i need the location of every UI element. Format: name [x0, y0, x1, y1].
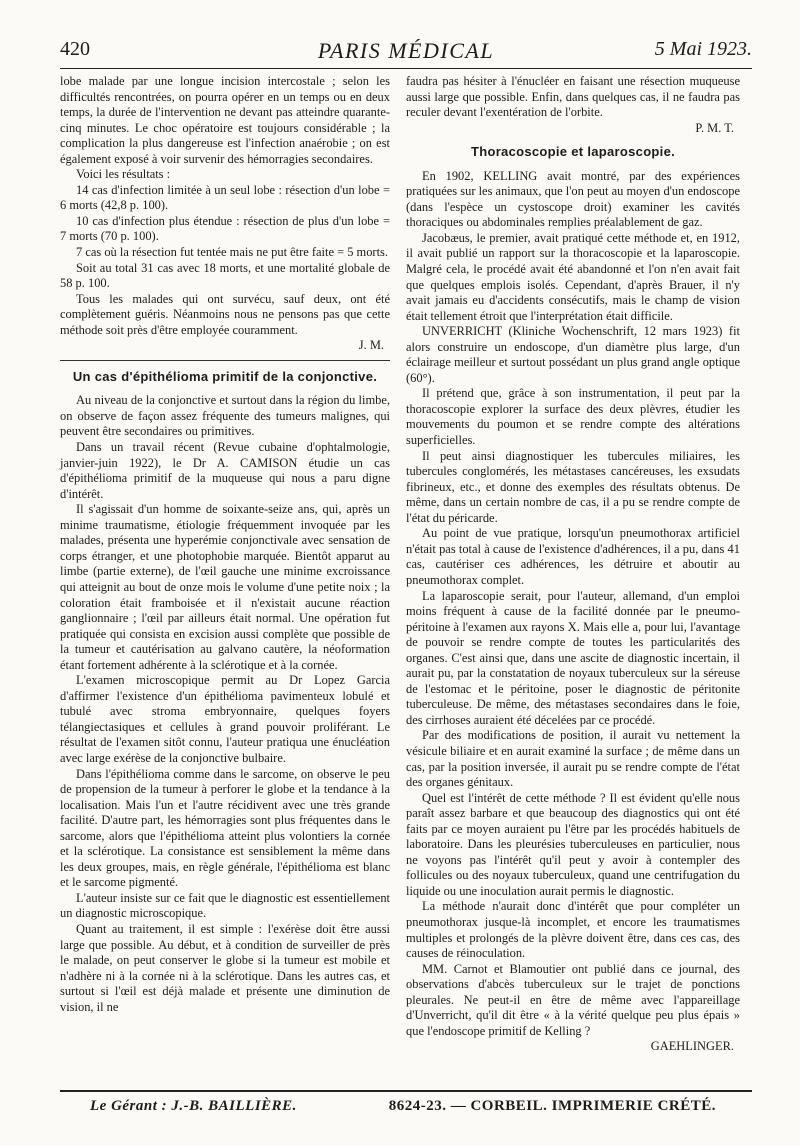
issue-date: 5 Mai 1923.: [654, 38, 752, 60]
author-signature: P. M. T.: [695, 120, 734, 135]
paragraph: Voici les résultats :: [76, 167, 171, 182]
paragraph: Tous les malades qui ont survécu, sauf deux, ont été complètement guéris. Néanmoins nous ne pensons pas que cette méthode soit près d'être employée couramment.: [60, 291, 390, 337]
paragraph: Dans un travail récent (Revue cubaine d'ophtalmologie, janvier-juin 1922), le Dr A. CAMISON étudie un cas d'épithélioma primitif de la muqueuse qui nous a paru digne d'intérêt.: [60, 440, 390, 501]
paragraph: 7 cas où la résection fut tentée mais ne put être faite = 5 morts.: [76, 245, 388, 260]
paragraph: 14 cas d'infection limitée à un seul lobe : résection d'un lobe = 6 morts (42,8 p. 100).: [60, 182, 390, 213]
paragraph: Il s'agissait d'un homme de soixante-seize ans, qui, après un minime traumatisme, étiologie fréquemment invoquée par les malades, présenta une hyperémie conjonctivale avec sensation de corps étranger, et une photophobie marquée. Bientôt apparut au limbe (partie externe), de l'œil gauche une minime excroissance qui atteignit au bout de onze mois le volume d'une petite noix ; la coloration était framboisée et il n'existait aucune réaction ganglionnaire ; l'œil par ailleurs était normal. Une opération fut pratiquée qui consista en excision aussi complète que possible de la tumeur et cautérisation au galvano cautère, la néoformation étant fortement adhérente à la sclérotique et à la cornée.: [60, 502, 390, 672]
header-rule: [60, 68, 752, 69]
paragraph: Quant au traitement, il est simple : l'exérèse doit être aussi large que possible. Au début, et à condition de surveiller de près le malade, on peut conserver le globe si la tumeur est mobile et n'adhère ni à la cornée ni à la sclérotique. Dans les autres cas, et surtout si l'œil est déjà malade et présente une diminution de vision, il ne: [60, 921, 390, 1014]
paragraph: L'examen microscopique permit au Dr Lopez Garcia d'affirmer l'existence d'un épithélioma pavimenteux lobulé et tubulé avec stroma embryonnaire, quelques foyers télangiectasiques et cellules à grand pouvoir proliférant. Le résultat de l'examen sitôt connu, l'auteur pratiqua une énucléation avec large exérèse de la conjonctive bulbaire.: [60, 673, 390, 765]
paragraph: Au point de vue pratique, lorsqu'un pneumothorax artificiel n'était pas total à cause de l'existence d'adhérences, il a pu, dans 41 cas, cautériser ces adhérences, les détruire et aboutir au pneumothorax complet.: [406, 526, 740, 587]
paragraph: Il prétend que, grâce à son instrumentation, il peut par la thoracoscopie explorer la surface des deux plèvres, étudier les mouvements du poumon et se rendre compte des altérations superficielles.: [406, 386, 740, 448]
paragraph: Quel est l'intérêt de cette méthode ? Il est évident qu'elle nous paraît assez barbare et que beaucoup des diagnostics qui ont été faits par ce moyen auraient pu l'être par les procédés habituels de laboratoire. Dans les pleurésies tuberculeuses en particulier, nous ne voyons pas l'intérêt qu'il peut y avoir à contempler des follicules ou des noyaux tuberculeux, quand une centrifugation du liquide ou une inoculation aurait permis le diagnostic.: [406, 790, 740, 898]
page-header: [60, 38, 752, 68]
paragraph: lobe malade par une longue incision intercostale ; selon les difficultés rencontrées, on pourra opérer en un temps ou en deux temps, la durée de l'intervention ne devant pas atteindre quarante-cinq minutes. Le choc opératoire est toujours considérable ; la complication la plus dangereuse est l'infection anaérobie ; on est également exposé à voir survenir des hémorragies secondaires.: [60, 74, 390, 166]
page-number: 420: [60, 38, 90, 60]
paragraph: 10 cas d'infection plus étendue : résection de plus d'un lobe = 7 morts (70 p. 100).: [60, 213, 390, 244]
footer-rule: [60, 1090, 752, 1092]
page-footer: [90, 1098, 740, 1122]
paragraph: L'auteur insiste sur ce fait que le diagnostic est essentiellement un diagnostic microscopique.: [60, 890, 390, 921]
paragraph: En 1902, KELLING avait montré, par des expériences pratiquées sur les animaux, que l'on peut au moyen d'un endoscope (dans l'espèce un cystoscope droit) examiner les cavités thoraciques ou abdominales remplies préalablement de gaz.: [406, 168, 740, 230]
author-signature: GAEHLINGER.: [650, 1039, 734, 1054]
paragraph: UNVERRICHT (Kliniche Wochenschrift, 12 mars 1923) fit alors construire un endoscope, d'un diamètre plus large, d'un éclairage meilleur et surtout possédant un plus grand angle optique (60°).: [406, 324, 740, 385]
paragraph: Il peut ainsi diagnostiquer les tubercules miliaires, les tubercules conglomérés, les métastases cancéreuses, les exsudats fibrineux, etc., et donne des exemples des résultats obtenus. De même, dans un certain nombre de cas, il a pu se rendre compte de l'état du péricarde.: [406, 448, 740, 525]
paragraph: Soit au total 31 cas avec 18 morts, et une mortalité globale de 58 p. 100.: [60, 260, 390, 291]
printer-imprint: 8624-23. — CORBEIL. IMPRIMERIE CRÉTÉ.: [388, 1098, 716, 1114]
paragraph: Dans l'épithélioma comme dans le sarcome, on observe le peu de propension de la tumeur à perforer le globe et la tendance à la localisation. Mais l'un et l'autre récidivent avec une très grande facilité. D'autre part, les hémorragies sont plus fréquentes dans le sarcome, alors que l'épithélioma atteint plus volontiers la cornée et la sclérotique. La consistance est sensiblement la même dans les deux groupes, mais, en règle générale, l'épithélioma est blanc et le sarcome pigmenté.: [60, 766, 390, 890]
paragraph: MM. Carnot et Blamoutier ont publié dans ce journal, des observations d'abcès tuberculeux sur le trajet de ponctions pleurales. Ne peut-il en être de même avec l'appareillage d'Unverricht, qu'il dit être « à la vérité quelque peu plus épais » que l'endoscope primitif de Kelling ?: [406, 961, 740, 1038]
section-divider: [60, 360, 390, 361]
paragraph: Par des modifications de position, il aurait vu nettement la vésicule biliaire et en aurait examiné la surface ; de même dans un cas, par la position inversée, il aurait pu se rendre compte de l'état des organes génitaux.: [406, 728, 740, 790]
paragraph: Au niveau de la conjonctive et surtout dans la région du limbe, on observe de façon assez fréquente des tumeurs malignes, qui peuvent être secondaires ou primitives.: [60, 393, 390, 439]
gerant-line: Le Gérant : J.-B. BAILLIÈRE.: [90, 1098, 297, 1114]
paragraph: Jacobæus, le premier, avait pratiqué cette méthode et, en 1912, il avait publié un rapport sur la thoracoscopie et la laparoscopie. Malgré cela, le procédé avait été abandonné et l'on n'en avait fait que quelques emplois isolés. Cependant, d'après Brauer, il n'y avait jamais eu d'accidents consécutifs, mais le champ de vision était tellement étroit que l'interprétation était difficile.: [406, 230, 740, 323]
paragraph: La méthode n'aurait donc d'intérêt que pour compléter un pneumothorax jusque-là incomplet, et encore les traumatismes multiples et prolongés de la plèvre doivent être, dans ces cas, des causes de réinoculation.: [406, 899, 740, 961]
right-column: [406, 74, 740, 1055]
article-title: Thoracoscopie et laparoscopie.: [470, 144, 676, 160]
author-signature: J. M.: [358, 338, 384, 353]
paragraph: faudra pas hésiter à l'énucléer en faisant une résection muqueuse aussi large que possible. Enfin, dans quelques cas, il ne faudra pas reculer devant l'exentération de l'orbite.: [406, 74, 740, 120]
article-title: Un cas d'épithélioma primitif de la conjonctive.: [72, 368, 378, 384]
left-column: [60, 74, 390, 1015]
paragraph: La laparoscopie serait, pour l'auteur, allemand, d'un emploi moins fréquent à cause de la facilité donnée par le pneumo-péritoine à l'examen aux rayons X. Mais elle a, pour lui, l'avantage de pouvoir se rendre compte de toutes les particularités des organes. C'est ainsi que, dans une ascite de diagnostic incertain, il aurait pu, par la constatation de noyaux tuberculeux sur la séreuse de l'estomac et le péritoine, poser le diagnostic de péritonite tuberculeuse. De même, des métastases secondaires dans le foie, des cirrhoses auraient été décelées par ce procédé.: [406, 588, 740, 727]
running-title: PARIS MÉDICAL: [317, 38, 495, 63]
